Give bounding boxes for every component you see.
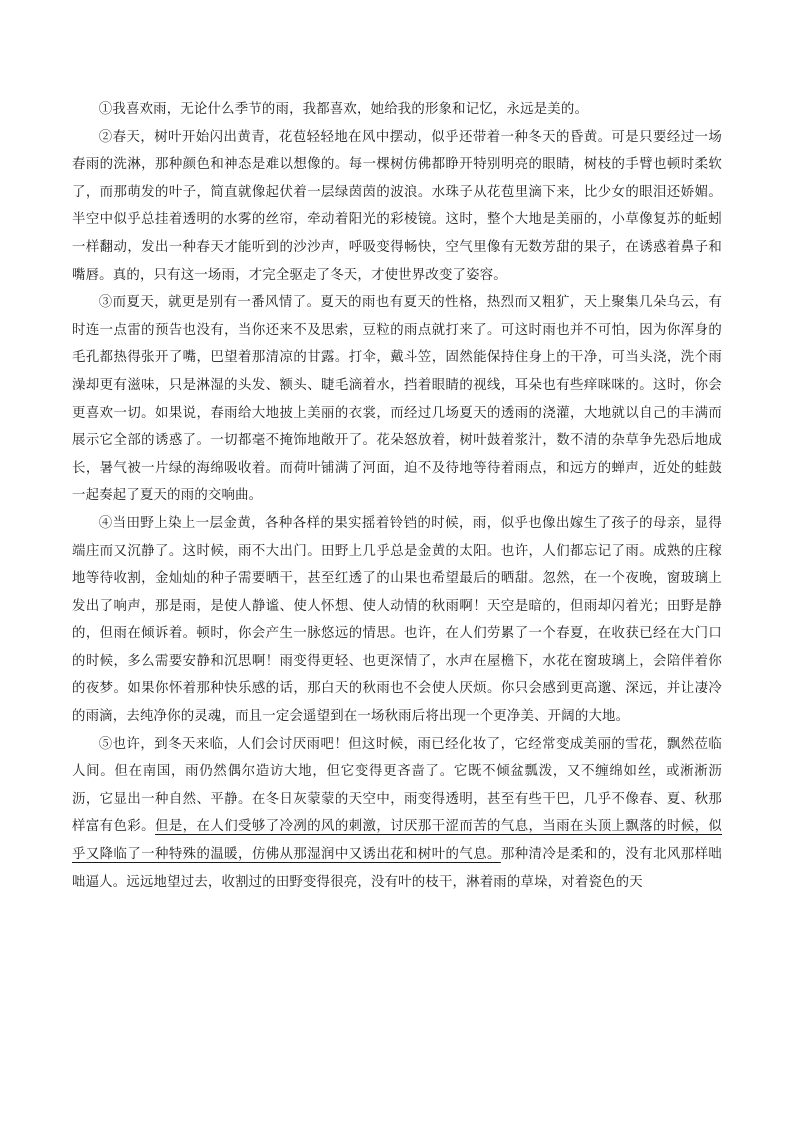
paragraph-5-text-start: ⑤也许，到冬天来临，人们会讨厌雨吧！但这时候，雨已经化妆了，它经常变成美丽的雪花，飘然莅临人间。但在南国，雨仍然偶尔造访大地，但它变得更吝啬了。它既不倾盆瓢泼，又不缠绵如丝，或淅淅沥沥，它显出一种自然、平静。在冬日灰蒙蒙的天空中，雨变得透明，甚至有些干巴，几乎不像春、夏、秋那样富有色彩。 [72, 736, 722, 835]
paragraph-1-text: ①我喜欢雨，无论什么季节的雨，我都喜欢，她给我的形象和记忆，永远是美的。 [98, 102, 589, 117]
paragraph-3-text: ③而夏天，就更是别有一番风情了。夏天的雨也有夏天的性格，热烈而又粗犷，天上聚集几朵乌云，有时连一点雷的预告也没有，当你还来不及思索，豆粒的雨点就打来了。可这时雨也并不可怕，因为你浑身的毛孔都热得张开了嘴，巴望着那清凉的甘露。打伞，戴斗笠，固然能保持住身上的干净，可当头浇，洗个雨澡却更有滋味，只是淋湿的头发、额头、睫毛滴着水，挡着眼睛的视线，耳朵也有些痒咪咪的。这时，你会更喜欢一切。如果说，春雨给大地披上美丽的衣裳，而经过几场夏天的透雨的浇灌，大地就以自己的丰满而展示它全部的诱惑了。一切都毫不掩饰地敞开了。花朵怒放着，树叶鼓着浆汁，数不清的杂草争先恐后地成长，暑气被一片绿的海绵吸收着。而荷叶铺满了河面，迫不及待地等待着雨点，和远方的蝉声，近处的蛙鼓一起奏起了夏天的雨的交响曲。 [72, 295, 722, 504]
paragraph-4-text: ④当田野上染上一层金黄，各种各样的果实摇着铃铛的时候，雨，似乎也像出嫁生了孩子的母亲，显得端庄而又沉静了。这时候，雨不大出门。田野上几乎总是金黄的太阳。也许，人们都忘记了雨。成熟的庄稼地等待收割，金灿灿的种子需要晒干，甚至红透了的山果也希望最后的晒甜。忽然，在一个夜晚，窗玻璃上发出了响声，那是雨，是使人静谧、使人怀想、使人动情的秋雨啊！天空是暗的，但雨却闪着光；田野是静的，但雨在倾诉着。顿时，你会产生一脉悠远的情思。也许，在人们劳累了一个春夏，在收获已经在大门口的时候，多么需要安静和沉思啊！雨变得更轻、也更深情了，水声在屋檐下，水花在窗玻璃上，会陪伴着你的夜梦。如果你怀着那种快乐感的话，那白天的秋雨也不会使人厌烦。你只会感到更高邈、深远，并让凄冷的雨滴，去纯净你的灵魂，而且一定会遥望到在一场秋雨后将出现一个更净美、开阔的大地。 [72, 515, 722, 725]
underlined-sentence: 但是，在人们受够了冷冽的风的刺激，讨厌那干涩而苦的气息，当雨在头顶上飘落的时候，似乎又降临了一种特殊的温暖，仿佛从那湿润中又诱出花和树叶的气息。 [72, 819, 722, 863]
paragraph-2-text: ②春天，树叶开始闪出黄青，花苞轻轻地在风中摆动，似乎还带着一种冬天的昏黄。可是只要经过一场春雨的洗淋，那种颜色和神态是难以想像的。每一棵树仿佛都睁开特别明亮的眼睛，树枝的手臂也顿时柔软了，而那萌发的叶子，简直就像起伏着一层绿茵茵的波浪。水珠子从花苞里滴下来，比少女的眼泪还娇媚。半空中似乎总挂着透明的水雾的丝帘，牵动着阳光的彩棱镜。这时，整个大地是美丽的，小草像复苏的蚯蚓一样翻动，发出一种春天才能听到的沙沙声，呼吸变得畅快，空气里像有无数芳甜的果子，在诱惑着鼻子和嘴唇。真的，只有这一场雨，才完全驱走了冬天，才使世界改变了姿容。 [72, 129, 722, 283]
paragraph-5 [72, 731, 722, 897]
paragraph-5-text-end: 那种清冷是柔和的，没有北风那样咄咄逼人。远远地望过去，收割过的田野变得很亮，没有叶的枝干，淋着雨的草垛，对着瓷色的天 [72, 847, 723, 890]
paragraph-2 [72, 124, 722, 290]
paragraph-1 [72, 96, 722, 124]
paragraph-3 [72, 289, 722, 510]
paragraph-4 [72, 510, 722, 731]
essay-body [72, 96, 722, 896]
